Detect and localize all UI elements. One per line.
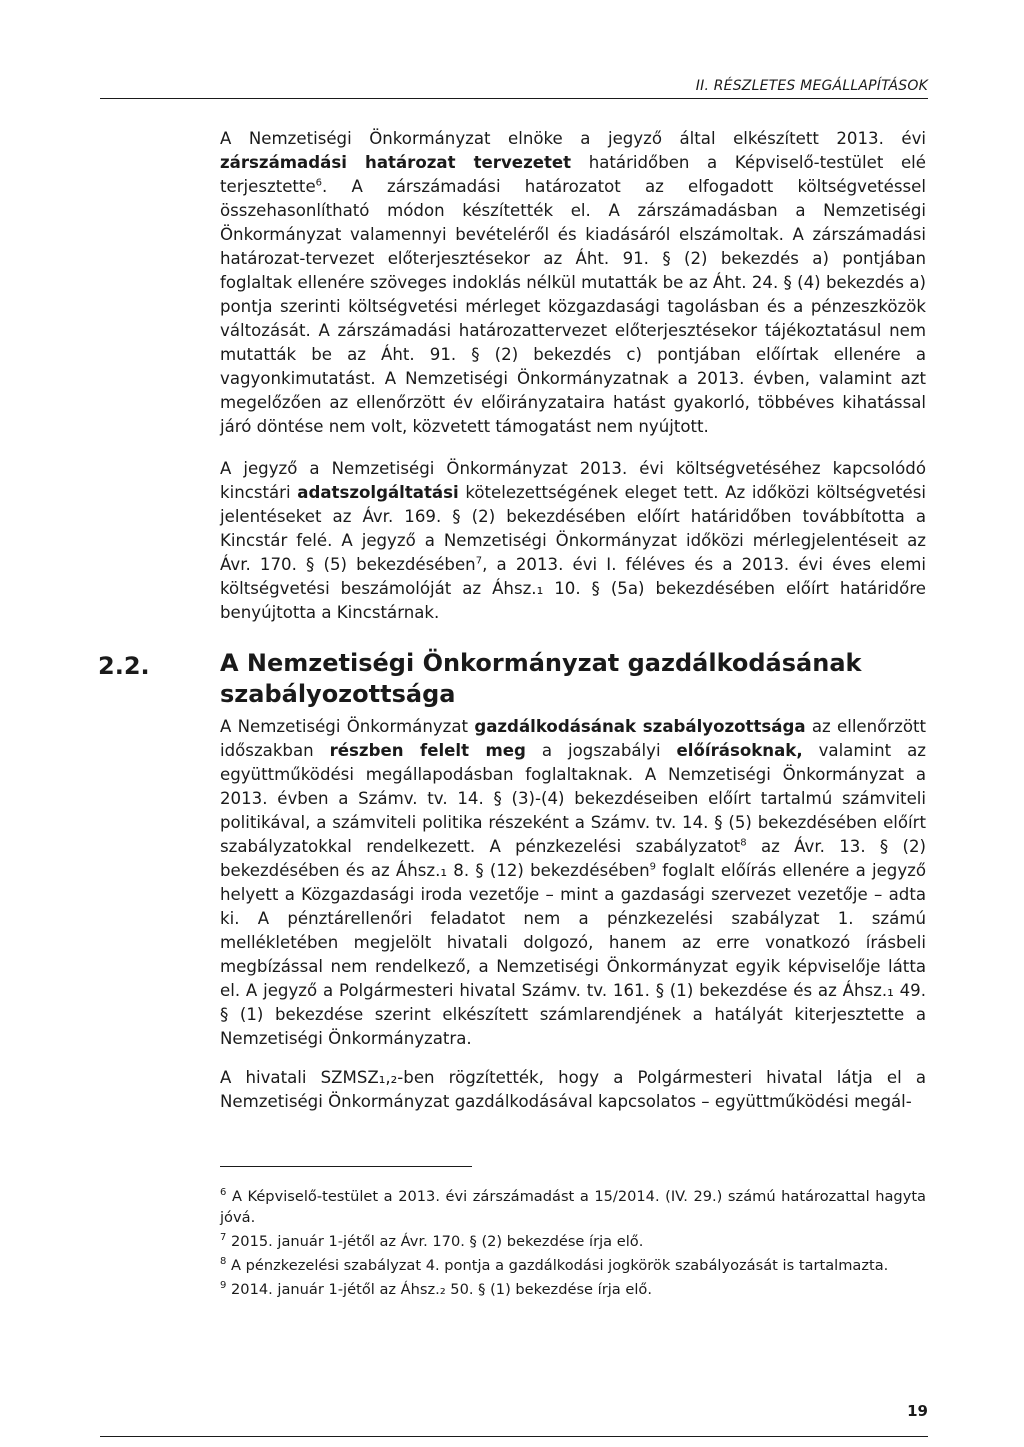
paragraph-adatszolgaltatas — [220, 457, 926, 625]
text-span: az Ávr. 13. § (2) bekezdésében és az Áhsz.₁ 8. § (12) bekezdésében — [220, 837, 926, 880]
text-span: foglalt előírás ellenére a jegyző helyett a Közgazdasági iroda vezetője – mint a gazdasági szervezet vezetője – adta ki. A pénztárellenőri feladatot nem a pénzkezelési szabályzat 1. számú mellékletében megjelölt hivatali dolgozó, hanem az erre vonatkozó írásbeli megbízással nem rendelkező, a Nemzetiségi Önkormányzat egyik képviselője látta el. A jegyző a Polgármesteri hivatal Számv. tv. 161. § (1) bekezdése és az Áhsz.₁ 49. § (1) bekezdése szerint elkészített számlarendjének a hatályát kiterjesztette a Nemzetiségi Önkormányzatra. — [220, 861, 927, 1048]
footnote-7 — [220, 1231, 926, 1252]
footnote-ref-6[interactable]: 6 — [315, 177, 323, 189]
text-span: a jogszabályi — [525, 741, 677, 760]
footnote-9 — [220, 1279, 926, 1300]
footnote-ref-8[interactable]: 8 — [740, 837, 747, 849]
bold-span: részben felelt meg — [329, 741, 526, 760]
footnote-mark: 9 — [220, 1280, 227, 1292]
paragraph-zarszamadas — [220, 127, 926, 439]
text-span: határidőben a Képviselő-testület elé terjesztette — [220, 153, 926, 196]
footnote-ref-9[interactable]: 9 — [649, 861, 657, 873]
text-span: A Nemzetiségi Önkormányzat — [220, 717, 475, 736]
text-span: A Nemzetiségi Önkormányzat elnöke a jegyző által elkészített 2013. évi — [220, 129, 926, 148]
text-span: kötelezettségének eleget tett. Az időközi költségvetési jelentéseket az Ávr. 169. § (2) bekezdésében előírt határidőben továbbította a Kincstár felé. A jegyző a Nemzetiségi Önkormányzat időközi mérlegjelentéseit az Ávr. 170. § (5) bekezdésében — [220, 483, 926, 574]
text-span: valamint az együttműködési megállapodásban foglaltaknak. A Nemzetiségi Önkormányzat a 2013. évben a Számv. tv. 14. § (3)-(4) bekezdéseiben előírt tartalmú számviteli politikával, a számviteli politika részeként a Számv. tv. 14. § (5) bekezdésében előírt szabályzatokkal rendelkezett. A pénzkezelési szabályzatot — [220, 741, 926, 856]
paragraph-szabalyozottsag — [220, 715, 926, 1051]
section-number: 2.2. — [98, 652, 150, 680]
bold-span: gazdálkodásának szabályozottsága — [474, 717, 806, 736]
text-span: . A zárszámadási határozatot az elfogadott költségvetéssel összehasonlítható módon készítették el. A zárszámadásban a Nemzetiségi Önkormányzat valamennyi bevételéről és kiadásáról elszámoltak. A zárszámadási határozat-tervezet előterjesztésekor az Áht. 91. § (2) bekezdés a) pontjában foglaltak ellenére szöveges indoklás nélkül mutatták be az Áht. 24. § (4) bekezdés a) pontja szerinti költségvetési mérleget közgazdasági tagolásban és a pénzeszközök változását. A zárszámadási határozattervezet előterjesztésekor tájékoztatásul nem mutatták be az Áht. 91. § (2) bekezdés c) pontjában előírtak ellenére a vagyonkimutatást. A Nemzetiségi Önkormányzatnak a 2013. évben, valamint azt megelőzően az ellenőrzött év előirányzataira hatást gyakorló, többéves kihatással járó döntése nem volt, közvetett támogatást nem nyújtott. — [220, 177, 926, 436]
text-span: , a 2013. évi I. féléves és a 2013. évi éves elemi költségvetési beszámolóját az Áhsz.₁ 10. § (5a) bekezdésében előírt határidőre benyújtotta a Kincstárnak. — [220, 555, 926, 622]
bold-span: adatszolgáltatási — [297, 483, 459, 502]
footnote-6 — [220, 1186, 926, 1228]
footnote-mark: 6 — [220, 1187, 227, 1199]
footnote-text: 2015. január 1-jétől az Ávr. 170. § (2) bekezdése írja elő. — [226, 1233, 644, 1250]
bold-span: zárszámadási határozat tervezetet — [220, 153, 572, 172]
footer-rule — [100, 1436, 928, 1437]
footnote-mark: 8 — [220, 1256, 227, 1268]
footnote-ref-7[interactable]: 7 — [475, 555, 483, 567]
footnote-text: A Képviselő-testület a 2013. évi zárszámadást a 15/2014. (IV. 29.) számú határozattal hagyta jóvá. — [220, 1188, 926, 1226]
paragraph-szmsz: A hivatali SZMSZ₁,₂-ben rögzítették, hogy a Polgármesteri hivatal látja el a Nemzetiségi Önkormányzat gazdálkodásával kapcsolatos – együttműködési megál- — [220, 1068, 926, 1111]
section-title: A Nemzetiségi Önkormányzat gazdálkodásának szabályozottsága — [220, 649, 862, 708]
footnote-text: A pénzkezelési szabályzat 4. pontja a gazdálkodási jogkörök szabályozását is tartalmazta. — [226, 1257, 889, 1274]
footnotes — [220, 1186, 926, 1303]
text-span: A jegyző a Nemzetiségi Önkormányzat 2013. évi költségvetéséhez kapcsolódó kincstári — [220, 459, 926, 502]
page-number: 19 — [907, 1402, 928, 1420]
footnote-separator — [220, 1166, 472, 1167]
footnote-mark: 7 — [220, 1232, 227, 1244]
running-title: II. RÉSZLETES MEGÁLLAPÍTÁSOK — [695, 78, 928, 94]
bold-span: előírásoknak, — [676, 741, 803, 760]
footnote-text: 2014. január 1-jétől az Áhsz.₂ 50. § (1) bekezdése írja elő. — [226, 1281, 652, 1298]
text-span: az ellenőrzött időszakban — [220, 717, 927, 760]
running-header — [100, 78, 928, 99]
footnote-8 — [220, 1255, 926, 1276]
